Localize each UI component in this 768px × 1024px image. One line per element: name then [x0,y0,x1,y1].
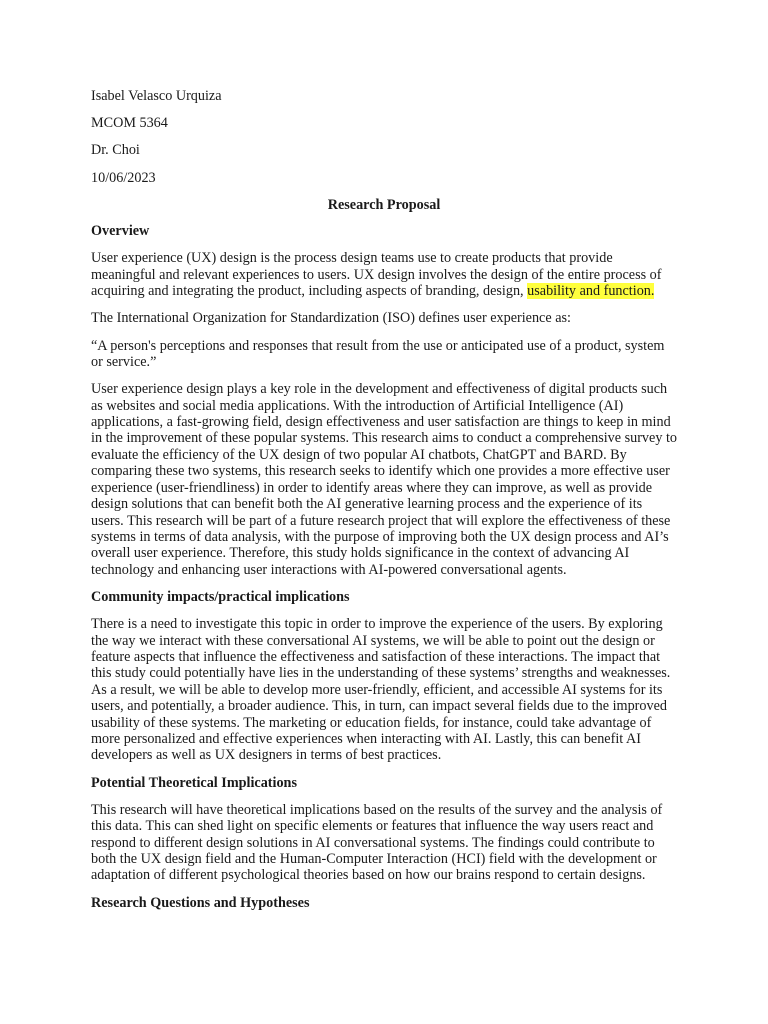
research-questions-heading: Research Questions and Hypotheses [91,894,310,911]
theoretical-heading: Potential Theoretical Implications [91,774,297,791]
document-date: 10/06/2023 [91,169,156,186]
overview-paragraph-3: User experience design plays a key role in the development and effectiveness of digital products such as websites and social media applications. With the introduction of Artificial Intelligence (AI) applications, a fast-growing field, design effectiveness and user satisfaction are things to keep in mind in the improvement of these popular systems. This research aims to conduct a comprehensive survey to evaluate the efficiency of the UX design of two popular AI chatbots, ChatGPT and BARD. By comparing these two systems, this research seeks to identify which one provides a more effective user experience (user-friendliness) in order to identify areas where they can improve, as well as provide design solutions that can benefit both the AI generative learning process and the experience of its users. This research will be part of a future research project that will explore the effectiveness of these systems in terms of data analysis, with the purpose of improving both the UX design process and AI’s overall user experience. Therefore, this study holds significance in the context of advancing AI technology and enhancing user interactions with AI-powered conversational agents. [91,381,678,578]
overview-paragraph-2: The International Organization for Standardization (ISO) defines user experience as: [91,310,571,327]
overview-paragraph-1-text: User experience (UX) design is the process design teams use to create products that provide meaningful and relevant experiences to users. UX design involves the design of the entire process of acquiring and integrating the product, including aspects of branding, design, [91,250,662,300]
theoretical-paragraph: This research will have theoretical implications based on the results of the survey and the analysis of this data. This can shed light on specific elements or features that influence the way users react and respond to different design solutions in AI conversational systems. The findings could contribute to both the UX design field and the Human-Computer Interaction (HCI) field with the development or adaptation of different psychological theories based on how our brains respond to certain designs. [91,801,663,884]
iso-quote: “A person's perceptions and responses that result from the use or anticipated use of a product, system or service.” [91,337,665,371]
author-name: Isabel Velasco Urquiza [91,88,222,104]
highlighted-text: usability and function. [527,283,655,300]
document-page [91,88,677,922]
community-heading: Community impacts/practical implications [91,588,350,605]
course-code: MCOM 5364 [91,115,168,132]
instructor-name: Dr. Choi [91,142,140,159]
community-paragraph: There is a need to investigate this topic in order to improve the experience of the users. By exploring the way we interact with these conversational AI systems, we will be able to point out the design or feature aspects that influence the effectiveness and satisfaction of these interactions. The impact that this study could potentially have lies in the understanding of these systems’ strengths and weaknesses. As a result, we will be able to develop more user-friendly, efficient, and accessible AI systems for its users, and potentially, a broader audience. This, in turn, can impact several fields due to the improved usability of these systems. The marketing or education fields, for instance, could take advantage of more personalized and effective experiences when interacting with AI. Lastly, this can benefit AI developers as well as UX designers in terms of best practices. [91,616,671,764]
overview-heading: Overview [91,223,150,240]
overview-paragraph-1 [91,250,677,299]
document-title: Research Proposal [327,196,441,213]
